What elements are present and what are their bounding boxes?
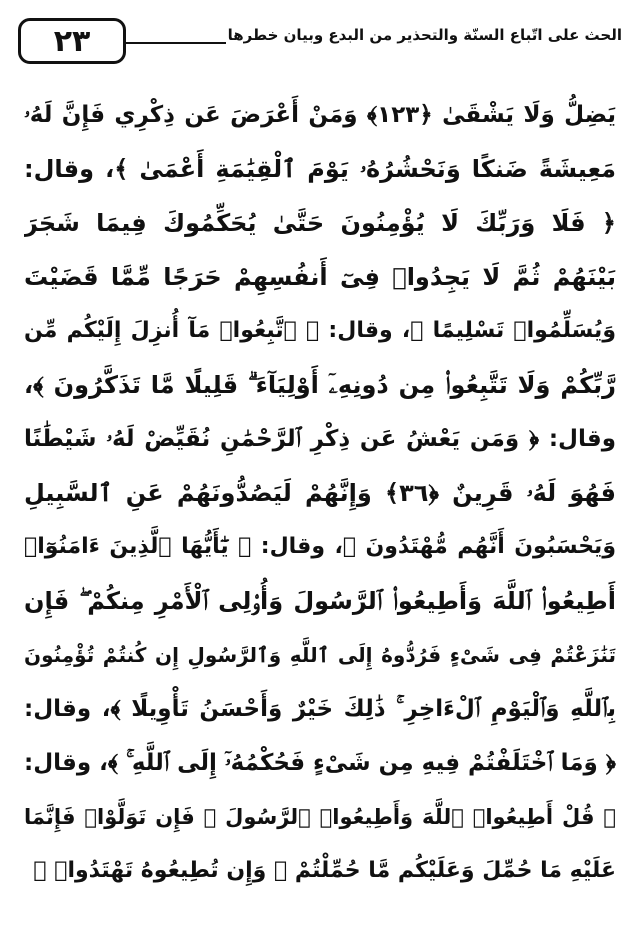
running-title: الحث على اتّباع السنّة والتحذير من البدع وبيان خطرها <box>227 26 622 44</box>
text-line: وقال: ﴿ وَمَن يَعْشُ عَن ذِكْرِ ٱلرَّحْمَٰنِ نُقَيِّضْ لَهُۥ شَيْطَٰنًا <box>24 426 616 452</box>
text-line: تَنَٰزَعْتُمْ فِى شَىْءٍ فَرُدُّوهُ إِلَى ٱللَّهِ وَٱلرَّسُولِ إِن كُنتُمْ تُؤْمِنُونَ <box>24 643 616 667</box>
text-line: يَضِلُّ وَلَا يَشْقَىٰ ﴿١٢٣﴾ وَمَنْ أَعْرَضَ عَن ذِكْرِي فَإِنَّ لَهُۥ <box>24 102 616 128</box>
text-line: ﴿ وَمَا ٱخْتَلَفْتُمْ فِيهِ مِن شَىْءٍ فَحُكْمُهُۥٓ إِلَى ٱللَّهِ ۚ ﴾، وقال: <box>24 750 616 776</box>
text-line: رَّبِّكُمْ وَلَا تَتَّبِعُوا۟ مِن دُونِهِۦٓ أَوْلِيَآءَ ۗ قَلِيلًا مَّا تَذَكَّرُونَ ﴾، <box>24 371 616 399</box>
text-line: ﴿ فَلَا وَرَبِّكَ لَا يُؤْمِنُونَ حَتَّىٰ يُحَكِّمُوكَ فِيمَا شَجَرَ <box>24 209 616 237</box>
text-line: أَطِيعُوا۟ ٱللَّهَ وَأَطِيعُوا۟ ٱلرَّسُولَ وَأُو۟لِى ٱلْأَمْرِ مِنكُمْ ۖ فَإِن <box>24 587 616 615</box>
text-line: ﴿ قُلْ أَطِيعُوا۟ ٱللَّهَ وَأَطِيعُوا۟ ٱلرَّسُولَ ۖ فَإِن تَوَلَّوْا۟ فَإِنَّمَا <box>24 805 616 829</box>
text-line: وَيَحْسَبُونَ أَنَّهُم مُّهْتَدُونَ ﴾، وقال: ﴿ يَٰٓأَيُّهَا ٱلَّذِينَ ءَامَنُوٓا۟ <box>24 534 616 559</box>
text-line: بِٱللَّهِ وَٱلْيَوْمِ ٱلْءَاخِرِ ۚ ذَٰلِكَ خَيْرٌ وَأَحْسَنُ تَأْوِيلًا ﴾، وقال: <box>24 696 616 722</box>
text-line: عَلَيْهِ مَا حُمِّلَ وَعَلَيْكُم مَّا حُمِّلْتُمْ ۖ وَإِن تُطِيعُوهُ تَهْتَدُوا۟ ۚ <box>33 858 616 883</box>
text-line: مَعِيشَةً ضَنكًا وَنَحْشُرُهُۥ يَوْمَ ٱلْقِيَٰمَةِ أَعْمَىٰ ﴾، وقال: <box>24 155 616 183</box>
text-line: فَهُوَ لَهُۥ قَرِينٌ ﴿٣٦﴾ وَإِنَّهُمْ لَيَصُدُّونَهُمْ عَنِ ٱلسَّبِيلِ <box>24 479 616 507</box>
body-text <box>24 88 616 898</box>
page-header <box>18 18 622 70</box>
text-line: بَيْنَهُمْ ثُمَّ لَا يَجِدُوا۟ فِىٓ أَنفُسِهِمْ حَرَجًا مِّمَّا قَضَيْتَ <box>24 263 616 291</box>
text-line: وَيُسَلِّمُوا۟ تَسْلِيمًا ﴾، وقال: ﴿ ٱتَّبِعُوا۟ مَآ أُنزِلَ إِلَيْكُم مِّن <box>24 318 616 343</box>
header-rule <box>126 42 226 44</box>
page-number: ٢٣ <box>18 18 126 64</box>
